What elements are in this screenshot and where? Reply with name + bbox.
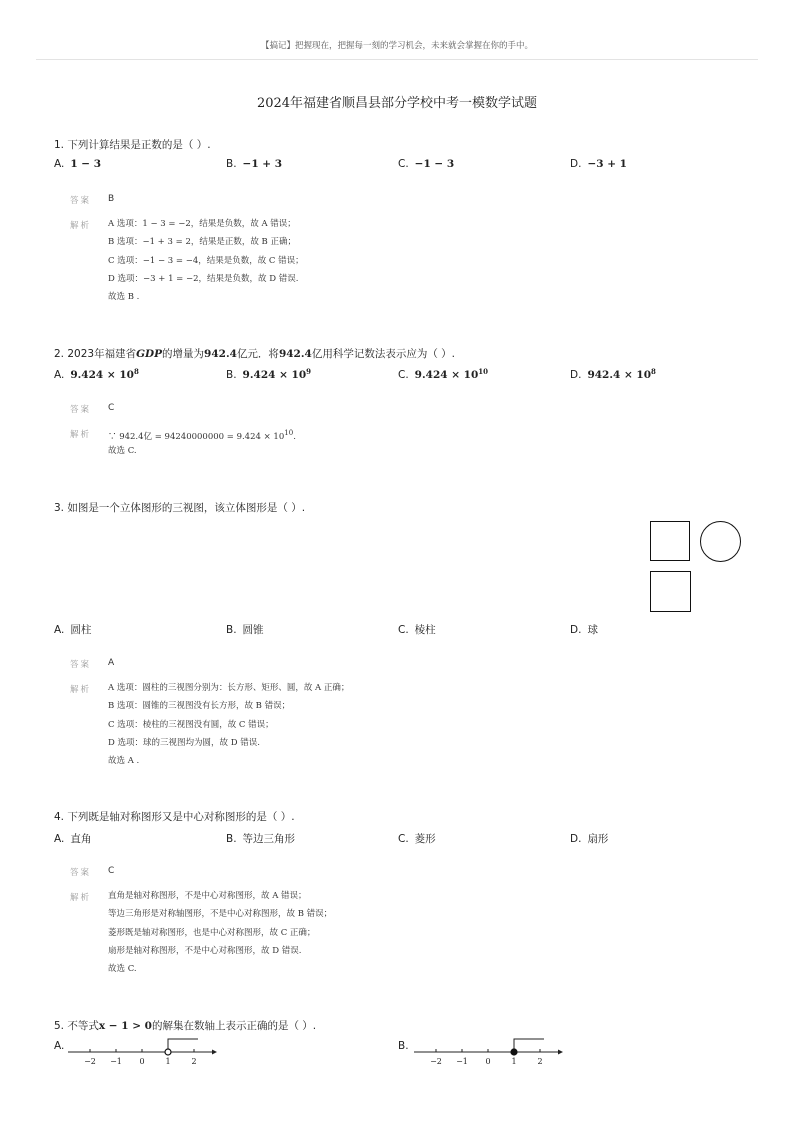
q5-a-open-point	[165, 1049, 171, 1055]
three-view-top-square	[650, 571, 691, 612]
q3-option-b[interactable]: B. 圆锥	[226, 624, 264, 636]
q1-answer-label: 答案	[70, 196, 92, 206]
q5-b-tick-label: −1	[456, 1057, 468, 1066]
q2-option-c[interactable]: C. $9.424 \times 10^{10}$	[398, 367, 489, 381]
q4-solution-line: 等边三角形是对称轴图形，不是中心对称图形，故 B 错误；	[108, 909, 333, 920]
q3-option-d[interactable]: D. 球	[570, 624, 598, 636]
q2-solution-line: 故选 C.	[108, 446, 137, 457]
question-4-stem: 4. 下列既是轴对称图形又是中心对称图形的是（ ）.	[54, 811, 295, 823]
q5-b-tick-label: 1	[511, 1057, 517, 1066]
q2-solution-line: ∵ 942.4亿 = $94240000000 = 9.424 \times 10^{10}$.	[108, 429, 296, 442]
q5-b-tick-label: 2	[537, 1057, 543, 1066]
q3-solution-line: B 选项：圆锥的三视图没有长方形，故 B 错误；	[108, 701, 291, 712]
q3-solution	[108, 679, 349, 770]
q4-option-a[interactable]: A. 直角	[54, 833, 92, 845]
q5-option-a-number-line[interactable]	[62, 1034, 222, 1068]
header-divider	[36, 59, 758, 60]
q5-b-tick-label: −2	[430, 1057, 442, 1066]
q4-solution-line: 菱形既是轴对称图形，也是中心对称图形，故 C 正确；	[108, 927, 316, 938]
q1-option-c[interactable]: C. −1 − 3	[398, 158, 455, 170]
question-5-stem: 5. 不等式x − 1 > 0的解集在数轴上表示正确的是（ ）.	[54, 1020, 317, 1032]
q5-a-tick-label: −1	[110, 1057, 122, 1066]
question-2-stem: 2. 2023年福建省GDP的增量为942.4亿元．将942.4亿用科学记数法表示应为（ ）.	[54, 348, 456, 360]
q4-answer-label: 答案	[70, 868, 92, 878]
q5-b-arrow	[558, 1050, 563, 1055]
q2-option-b[interactable]: B. $9.424 \times 10^9$	[226, 367, 312, 381]
question-3-stem: 3. 如图是一个立体图形的三视图，该立体图形是（ ）.	[54, 502, 306, 514]
q2-option-a[interactable]: A. $9.424 \times 10^8$	[54, 367, 139, 381]
q3-solution-line: D 选项：球的三视图均为圆，故 D 错误.	[108, 737, 260, 748]
q3-solution-line: 故选 A .	[108, 756, 140, 767]
q5-b-solution-ray	[514, 1039, 544, 1049]
q2-answer: C	[108, 403, 115, 413]
q4-option-b[interactable]: B. 等边三角形	[226, 833, 296, 845]
q3-option-a[interactable]: A. 圆柱	[54, 624, 92, 636]
q1-solution-line: A 选项：1 − 3 = −2，结果是负数，故 A 错误；	[108, 219, 296, 229]
question-1-stem: 1. 下列计算结果是正数的是（ ）.	[54, 139, 211, 151]
q1-solution-line: B 选项：−1 + 3 = 2，结果是正数，故 B 正确；	[108, 237, 296, 248]
q4-answer: C	[108, 866, 115, 876]
q4-solution	[108, 887, 332, 978]
q2-solution	[108, 424, 296, 461]
q1-option-d[interactable]: D. −3 + 1	[570, 158, 627, 170]
q5-a-tick-label: 1	[165, 1057, 171, 1066]
q2-analysis-label: 解析	[70, 430, 92, 440]
q1-solution-line: 故选 B .	[108, 292, 140, 303]
q4-solution-line: 直角是轴对称图形，不是中心对称图形，故 A 错误；	[108, 891, 307, 901]
q5-option-a-letter[interactable]: A.	[54, 1040, 65, 1052]
q5-b-closed-point	[511, 1049, 517, 1055]
q1-answer: B	[108, 194, 115, 204]
q3-analysis-label: 解析	[70, 685, 92, 695]
q3-option-c[interactable]: C. 棱柱	[398, 624, 436, 636]
q2-option-d[interactable]: D. $942.4 \times 10^8$	[570, 367, 656, 381]
q4-option-d[interactable]: D. 扇形	[570, 833, 609, 845]
q4-analysis-label: 解析	[70, 893, 92, 903]
q1-solution-line: C 选项：−1 − 3 = −4，结果是负数，故 C 错误；	[108, 255, 304, 266]
page-title: 2024年福建省顺昌县部分学校中考一模数学试题	[256, 96, 538, 111]
q4-solution-line: 扇形是轴对称图形，不是中心对称图形，故 D 错误.	[108, 945, 302, 956]
q1-analysis-label: 解析	[70, 221, 92, 231]
q5-a-tick-label: −2	[84, 1057, 96, 1066]
three-view-front-square	[650, 521, 690, 561]
q1-solution	[108, 215, 304, 306]
q5-option-b-letter[interactable]: B.	[398, 1040, 409, 1052]
q5-a-tick-label: 2	[191, 1057, 197, 1066]
q3-solution-line: A 选项：圆柱的三视图分别为：长方形、矩形、圆，故 A 正确；	[108, 683, 350, 693]
q3-answer-label: 答案	[70, 660, 92, 670]
q1-option-a[interactable]: A. 1 − 3	[54, 158, 102, 170]
motto: 【搞记】把握现在，把握每一刻的学习机会，未来就会掌握在你的手中。	[260, 41, 533, 51]
q4-solution-line: 故选 C.	[108, 964, 137, 975]
three-view-side-circle	[700, 521, 741, 562]
q5-option-b-number-line[interactable]	[408, 1034, 568, 1068]
q2-answer-label: 答案	[70, 405, 92, 415]
q3-solution-line: C 选项：棱柱的三视图没有圆，故 C 错误；	[108, 719, 274, 730]
q1-solution-line: D 选项：−3 + 1 = −2，结果是负数，故 D 错误.	[108, 273, 299, 284]
q1-option-b[interactable]: B. −1 + 3	[226, 158, 283, 170]
q5-a-arrow	[212, 1050, 217, 1055]
q4-option-c[interactable]: C. 菱形	[398, 833, 436, 845]
q5-a-tick-label: 0	[139, 1057, 145, 1066]
q5-a-solution-ray	[168, 1039, 198, 1049]
q5-b-tick-label: 0	[485, 1057, 491, 1066]
q3-answer: A	[108, 658, 115, 668]
